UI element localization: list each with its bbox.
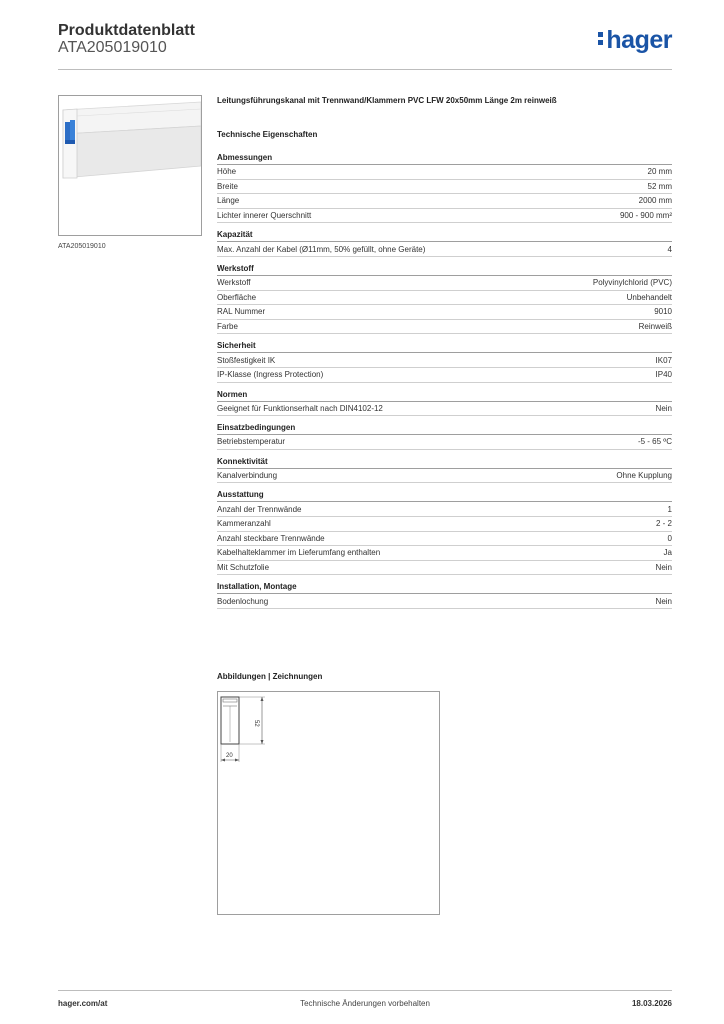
property-value: IP40 xyxy=(655,370,672,380)
property-value: Polyvinylchlorid (PVC) xyxy=(592,278,672,288)
figures-heading: Abbildungen | Zeichnungen xyxy=(217,672,323,681)
property-value: Nein xyxy=(655,403,672,413)
property-section xyxy=(217,390,672,417)
property-value: 0 xyxy=(667,533,672,543)
property-label: Breite xyxy=(217,181,238,191)
section-title: Kapazität xyxy=(217,230,672,242)
footer-date: 18.03.2026 xyxy=(631,999,672,1008)
property-row xyxy=(217,402,672,417)
property-value: IK07 xyxy=(655,355,672,365)
property-section xyxy=(217,490,672,575)
property-row xyxy=(217,180,672,195)
property-row xyxy=(217,305,672,320)
property-value: 2000 mm xyxy=(638,196,672,206)
property-label: Anzahl steckbare Trennwände xyxy=(217,533,325,543)
property-label: Betriebstemperatur xyxy=(217,437,286,447)
property-value: Ohne Kupplung xyxy=(616,471,672,481)
property-row xyxy=(217,546,672,561)
page-footer xyxy=(58,990,672,1024)
cross-section-drawing xyxy=(218,692,439,914)
property-label: Geeignet für Funktionserhalt nach DIN4102-12 xyxy=(217,403,383,413)
section-title: Installation, Montage xyxy=(217,582,672,594)
property-sections xyxy=(217,153,672,609)
cable-duct-illustration xyxy=(59,96,201,235)
property-row xyxy=(217,502,672,517)
product-description: Leitungsführungskanal mit Trennwand/Klammern PVC LFW 20x50mm Länge 2m reinweiß xyxy=(217,96,557,105)
property-value: 900 - 900 mm² xyxy=(619,211,672,221)
property-label: Länge xyxy=(217,196,240,206)
technical-drawing xyxy=(217,691,440,915)
property-label: Max. Anzahl der Kabel (Ø11mm, 50% gefüllt, ohne Geräte) xyxy=(217,244,426,254)
section-title: Normen xyxy=(217,390,672,402)
property-section xyxy=(217,341,672,382)
property-label: Kabelhalteklammer im Lieferumfang enthalten xyxy=(217,548,381,558)
section-title: Werkstoff xyxy=(217,264,672,276)
property-value: 4 xyxy=(667,244,672,254)
document-title: Produktdatenblatt xyxy=(58,22,195,39)
logo-colon-mark xyxy=(598,31,604,47)
property-value: 2 - 2 xyxy=(655,519,672,529)
property-section xyxy=(217,264,672,334)
property-row xyxy=(217,209,672,224)
property-row xyxy=(217,276,672,291)
section-title: Sicherheit xyxy=(217,341,672,353)
footer-website-link[interactable]: hager.com/at xyxy=(58,999,108,1008)
property-value: Nein xyxy=(655,596,672,606)
property-label: Höhe xyxy=(217,167,237,177)
property-label: Kammeranzahl xyxy=(217,519,271,529)
property-value: Reinweiß xyxy=(638,322,672,332)
property-label: Stoßfestigkeit IK xyxy=(217,355,276,365)
article-number: ATA205019010 xyxy=(58,39,167,56)
section-title: Einsatzbedingungen xyxy=(217,423,672,435)
property-row xyxy=(217,469,672,484)
property-section xyxy=(217,423,672,450)
property-section xyxy=(217,457,672,484)
property-row xyxy=(217,594,672,609)
property-value: -5 - 65 ºC xyxy=(637,437,672,447)
dim-width-label: 20 xyxy=(226,753,233,759)
property-label: Bodenlochung xyxy=(217,596,269,606)
section-title: Konnektivität xyxy=(217,457,672,469)
property-value: Ja xyxy=(663,548,672,558)
property-value: 52 mm xyxy=(647,181,672,191)
property-label: RAL Nummer xyxy=(217,307,266,317)
property-row xyxy=(217,242,672,257)
property-label: Mit Schutzfolie xyxy=(217,562,270,572)
property-section xyxy=(217,230,672,257)
property-row xyxy=(217,435,672,450)
property-label: IP-Klasse (Ingress Protection) xyxy=(217,370,324,380)
property-row xyxy=(217,165,672,180)
property-value: 9010 xyxy=(654,307,672,317)
property-label: Lichter innerer Querschnitt xyxy=(217,211,312,221)
page-header xyxy=(58,20,672,70)
property-row xyxy=(217,561,672,576)
properties-panel xyxy=(217,96,672,616)
hager-logo xyxy=(598,26,672,55)
property-row xyxy=(217,353,672,368)
property-label: Anzahl der Trennwände xyxy=(217,504,302,514)
property-section xyxy=(217,153,672,223)
footer-notice: Technische Änderungen vorbehalten xyxy=(300,999,430,1008)
dim-height-label: 52 xyxy=(253,720,259,727)
property-row xyxy=(217,291,672,306)
property-label: Kanalverbindung xyxy=(217,471,278,481)
property-label: Farbe xyxy=(217,322,238,332)
property-row xyxy=(217,320,672,335)
property-row xyxy=(217,194,672,209)
section-title: Ausstattung xyxy=(217,490,672,502)
logo-text: hager xyxy=(606,26,672,54)
property-value: Nein xyxy=(655,562,672,572)
image-caption: ATA205019010 xyxy=(58,243,106,250)
property-value: 20 mm xyxy=(647,167,672,177)
property-value: Unbehandelt xyxy=(626,292,672,302)
property-row xyxy=(217,517,672,532)
property-row xyxy=(217,368,672,383)
property-row xyxy=(217,532,672,547)
property-section xyxy=(217,582,672,609)
property-label: Oberfläche xyxy=(217,292,257,302)
property-value: 1 xyxy=(667,504,672,514)
technical-properties-heading: Technische Eigenschaften xyxy=(217,130,318,139)
product-image xyxy=(58,95,202,236)
section-title: Abmessungen xyxy=(217,153,672,165)
property-label: Werkstoff xyxy=(217,278,251,288)
